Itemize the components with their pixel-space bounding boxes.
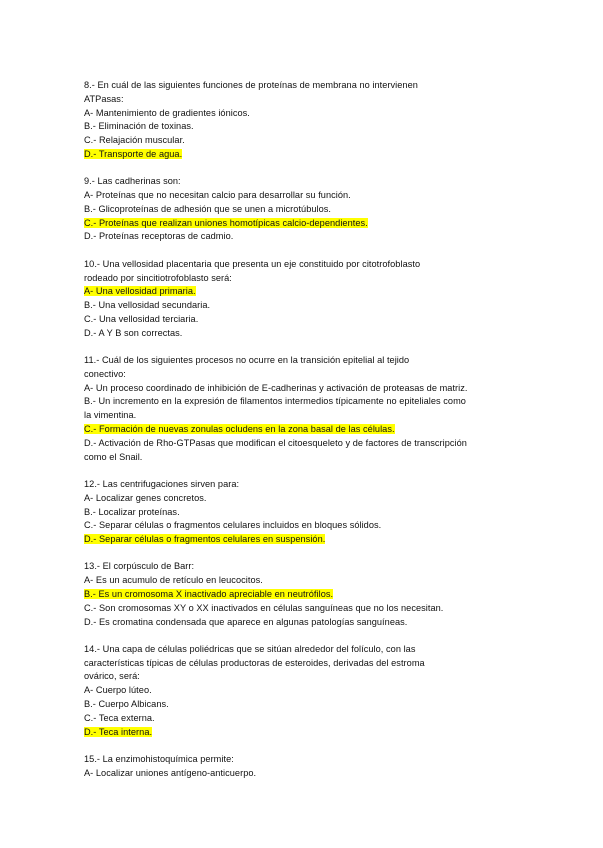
answer-option-text: D.- Activación de Rho-GTPasas que modifican el citoesqueleto y de factores de transcripción [84,437,467,448]
answer-option [84,616,524,630]
answer-option [84,602,524,616]
answer-option-text: A- Un proceso coordinado de inhibición de E-cadherinas y activación de proteasas de matriz. [84,382,468,393]
answer-option [84,574,524,588]
question-stem: ATPasas: [84,93,124,104]
answer-option-text: como el Snail. [84,451,143,462]
answer-option-text: D.- Es cromatina condensada que aparece en algunas patologías sanguíneas. [84,616,408,627]
answer-option [84,107,524,121]
answer-option-text [84,533,524,547]
question-stem: ovárico, será: [84,671,140,682]
answer-option-highlighted [84,423,524,437]
answer-option [84,712,524,726]
answer-option-text: A- Localizar genes concretos. [84,492,207,503]
answer-option [84,382,524,396]
answer-option [84,437,524,465]
answer-option [84,203,524,217]
answer-option [84,134,524,148]
answer-option-text [84,588,524,602]
question-block [84,79,524,162]
answer-option [84,767,524,781]
question-block [84,560,524,629]
answer-option-highlighted [84,285,524,299]
highlight-mark: C.- Proteínas que realizan uniones homotípicas calcio-dependientes. [84,217,368,228]
answer-option-text: B.- Eliminación de toxinas. [84,121,194,132]
answer-option-text: C.- Una vellosidad terciaria. [84,313,199,324]
answer-option-text: A- Cuerpo lúteo. [84,685,152,696]
answer-option-text: D.- Proteínas receptoras de cadmio. [84,231,234,242]
answer-option-text: B.- Glicoproteínas de adhesión que se unen a microtúbulos. [84,203,332,214]
answer-option-text [84,726,524,740]
answer-option-text: C.- Separar células o fragmentos celulares incluidos en bloques sólidos. [84,520,382,531]
answer-option-text: B.- Cuerpo Albicans. [84,699,169,710]
answer-option [84,189,524,203]
question-stem: 12.- Las centrifugaciones sirven para: [84,478,240,489]
question-stem: rodeado por sincitiotrofoblasto será: [84,272,232,283]
answer-option [84,395,524,423]
answer-option-highlighted [84,588,524,602]
highlight-mark: C.- Formación de nuevas zonulas ocludens en la zona basal de las células. [84,424,395,435]
answer-option-text: la vimentina. [84,410,137,421]
answer-option-text: A- Proteínas que no necesitan calcio para desarrollar su función. [84,190,351,201]
question-stem: 15.- La enzimohistoquímica permite: [84,753,234,764]
question-stem: 11.- Cuál de los siguientes procesos no ocurre en la transición epitelial al tejido [84,355,410,366]
question-stem: 9.- Las cadherinas son: [84,176,181,187]
question-stem: 13.- El corpúsculo de Barr: [84,561,195,572]
question-stem: conectivo: [84,368,126,379]
answer-option-highlighted [84,533,524,547]
answer-option-text: C.- Relajación muscular. [84,135,185,146]
answer-option [84,230,524,244]
answer-option [84,698,524,712]
answer-option [84,313,524,327]
question-block [84,258,524,341]
highlight-mark: D.- Separar células o fragmentos celulares en suspensión. [84,534,326,545]
question-block [84,175,524,244]
question-stem: 10.- Una vellosidad placentaria que presenta un eje constituido por citotrofoblasto [84,258,421,269]
question-stem: 8.- En cuál de las siguientes funciones de proteínas de membrana no intervienen [84,80,418,90]
answer-option-text: C.- Teca externa. [84,712,155,723]
question-block [84,753,524,781]
highlight-mark: A- Una vellosidad primaria. [84,286,196,297]
answer-option-text [84,217,524,231]
answer-option-text: A- Mantenimiento de gradientes iónicos. [84,107,250,118]
answer-option [84,299,524,313]
answer-option [84,506,524,520]
question-block [84,354,524,464]
answer-option-text: A- Es un acumulo de retículo en leucocitos. [84,575,263,586]
highlight-mark: D.- Transporte de agua. [84,148,183,159]
answer-option-text [84,148,524,162]
answer-option-highlighted [84,148,524,162]
question-block [84,643,524,740]
answer-option-text: A- Localizar uniones antígeno-anticuerpo. [84,767,257,778]
answer-option-highlighted [84,726,524,740]
answer-option [84,327,524,341]
highlight-mark: B.- Es un cromosoma X inactivado apreciable en neutrófilos. [84,589,334,599]
answer-option-text: D.- A Y B son correctas. [84,327,183,338]
answer-option-text: B.- Un incremento en la expresión de filamentos intermedios típicamente no epiteliales como [84,396,466,407]
question-block [84,478,524,547]
answer-option [84,684,524,698]
answer-option-highlighted [84,217,524,231]
answer-option [84,120,524,134]
answer-option-text [84,423,524,437]
answer-option-text: B.- Una vellosidad secundaria. [84,300,211,311]
highlight-mark: D.- Teca interna. [84,726,153,737]
answer-option-text [84,285,524,299]
answer-option [84,519,524,533]
question-list [84,79,524,794]
question-stem: características típicas de células productoras de esteroides, derivadas del estroma [84,657,425,668]
answer-option [84,492,524,506]
answer-option-text: B.- Localizar proteínas. [84,506,180,517]
answer-option-text: C.- Son cromosomas XY o XX inactivados en células sanguíneas que no los necesitan. [84,602,444,613]
question-stem: 14.- Una capa de células poliédricas que se sitúan alrededor del folículo, con las [84,643,416,654]
